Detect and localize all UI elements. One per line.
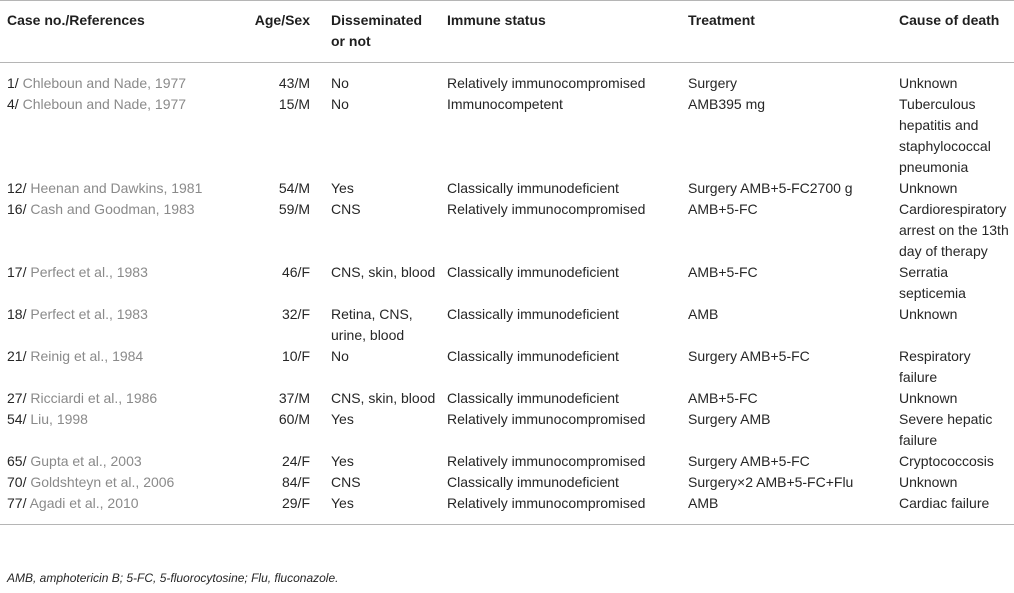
cell-age-sex: 43/M <box>278 75 310 91</box>
cell-age-sex: 54/M <box>278 180 310 196</box>
table-row <box>0 409 1014 451</box>
cell-immune-status: Classically immunodeficient <box>447 474 619 490</box>
cell-immune-status: Classically immunodeficient <box>447 390 619 406</box>
cell-cause-of-death: Tuberculous hepatitis and staphylococcal pneumonia <box>899 96 991 175</box>
cell-case-reference <box>0 94 238 178</box>
case-number: 4/ <box>7 96 19 112</box>
cell-age-sex: 37/M <box>278 390 310 406</box>
cell-treatment: AMB+5-FC <box>688 390 758 406</box>
cell-immune-status: Relatively immunocompromised <box>447 201 646 217</box>
cell-immune-status: Classically immunodeficient <box>447 264 619 280</box>
header-row <box>0 1 1014 63</box>
cell-treatment: Surgery AMB+5-FC <box>688 453 810 469</box>
table-row <box>0 178 1014 199</box>
table-header <box>0 1 1014 63</box>
reference-link[interactable]: Heenan and Dawkins, 1981 <box>30 180 203 196</box>
case-number: 65/ <box>7 453 27 469</box>
cell-treatment: AMB <box>688 495 719 511</box>
cell-cause-of-death: Unknown <box>899 75 958 91</box>
cell-age-sex: 10/F <box>281 348 310 364</box>
cell-immune-status: Classically immunodeficient <box>447 348 619 364</box>
cell-disseminated: CNS <box>331 201 361 217</box>
header-case: Case no./References <box>7 12 145 28</box>
reference-link[interactable]: Agadi et al., 2010 <box>29 495 139 511</box>
cell-treatment: AMB+5-FC <box>688 264 758 280</box>
cell-age-sex: 46/F <box>281 264 310 280</box>
cell-case-reference <box>0 63 238 95</box>
cell-disseminated: Yes <box>331 411 354 427</box>
cell-treatment: Surgery AMB <box>688 411 771 427</box>
cell-disseminated: CNS, skin, blood <box>331 390 436 406</box>
cell-cause-of-death: Unknown <box>899 306 958 322</box>
reference-link[interactable]: Chleboun and Nade, 1977 <box>22 75 187 91</box>
table-row <box>0 346 1014 388</box>
cell-treatment: AMB <box>688 306 719 322</box>
cell-disseminated: No <box>331 348 349 364</box>
table-row <box>0 388 1014 409</box>
reference-link[interactable]: Liu, 1998 <box>30 411 88 427</box>
cell-cause-of-death: Unknown <box>899 474 958 490</box>
table-row <box>0 63 1014 95</box>
table-body <box>0 63 1014 525</box>
cell-age-sex: 84/F <box>281 474 310 490</box>
reference-link[interactable]: Perfect et al., 1983 <box>30 264 148 280</box>
case-number: 27/ <box>7 390 27 406</box>
reference-link[interactable]: Chleboun and Nade, 1977 <box>22 96 187 112</box>
cell-immune-status: Relatively immunocompromised <box>447 495 646 511</box>
header-cause-of-death: Cause of death <box>899 12 1000 28</box>
cell-cause-of-death: Respiratory failure <box>899 348 971 385</box>
table-row <box>0 451 1014 472</box>
cell-disseminated: No <box>331 96 349 112</box>
cell-cause-of-death: Cardiac failure <box>899 495 990 511</box>
cell-disseminated: CNS, skin, blood <box>331 264 436 280</box>
cell-age-sex: 60/M <box>278 411 310 427</box>
case-number: 18/ <box>7 306 27 322</box>
cell-disseminated: No <box>331 75 349 91</box>
case-number: 12/ <box>7 180 27 196</box>
cell-treatment: Surgery <box>688 75 738 91</box>
cell-age-sex: 29/F <box>281 495 310 511</box>
reference-link[interactable]: Ricciardi et al., 1986 <box>30 390 158 406</box>
cell-immune-status: Immunocompetent <box>447 96 563 112</box>
cell-disseminated: Retina, CNS, urine, blood <box>331 306 413 343</box>
header-age-sex: Age/Sex <box>254 12 310 28</box>
cell-case-reference <box>0 304 238 346</box>
case-number: 77/ <box>7 495 27 511</box>
header-immune-status: Immune status <box>447 12 546 28</box>
cell-case-reference <box>0 409 238 451</box>
cell-age-sex: 24/F <box>281 453 310 469</box>
reference-link[interactable]: Cash and Goodman, 1983 <box>30 201 195 217</box>
table-row <box>0 472 1014 493</box>
cell-case-reference <box>0 262 238 304</box>
cell-disseminated: Yes <box>331 495 354 511</box>
cell-case-reference <box>0 199 238 262</box>
case-number: 16/ <box>7 201 27 217</box>
cell-disseminated: Yes <box>331 180 354 196</box>
reference-link[interactable]: Goldshteyn et al., 2006 <box>30 474 175 490</box>
header-disseminated: Disseminated or not <box>331 12 423 49</box>
cell-age-sex: 32/F <box>281 306 310 322</box>
table-footnote: AMB, amphotericin B; 5-FC, 5-fluorocytosine; Flu, fluconazole. <box>7 571 339 585</box>
cell-immune-status: Classically immunodeficient <box>447 180 619 196</box>
cell-cause-of-death: Cardiorespiratory arrest on the 13th day of therapy <box>899 201 1009 259</box>
case-number: 17/ <box>7 264 27 280</box>
case-number: 70/ <box>7 474 27 490</box>
reference-link[interactable]: Gupta et al., 2003 <box>30 453 142 469</box>
cell-case-reference <box>0 346 238 388</box>
table-row <box>0 262 1014 304</box>
cell-case-reference <box>0 493 238 525</box>
cell-treatment: Surgery AMB+5-FC2700 g <box>688 180 853 196</box>
cell-case-reference <box>0 388 238 409</box>
cell-cause-of-death: Unknown <box>899 390 958 406</box>
cell-case-reference <box>0 451 238 472</box>
case-number: 1/ <box>7 75 19 91</box>
cell-immune-status: Classically immunodeficient <box>447 306 619 322</box>
cell-disseminated: Yes <box>331 453 354 469</box>
cell-age-sex: 15/M <box>278 96 310 112</box>
table-row <box>0 94 1014 178</box>
reference-link[interactable]: Reinig et al., 1984 <box>30 348 144 364</box>
table-row <box>0 304 1014 346</box>
cell-case-reference <box>0 178 238 199</box>
cell-treatment: Surgery AMB+5-FC <box>688 348 810 364</box>
table-row <box>0 199 1014 262</box>
cell-treatment: Surgery×2 AMB+5-FC+Flu <box>688 474 854 490</box>
cell-case-reference <box>0 472 238 493</box>
cell-immune-status: Relatively immunocompromised <box>447 411 646 427</box>
reference-link[interactable]: Perfect et al., 1983 <box>30 306 148 322</box>
cell-cause-of-death: Cryptococcosis <box>899 453 994 469</box>
cell-treatment: AMB395 mg <box>688 96 766 112</box>
cell-age-sex: 59/M <box>278 201 310 217</box>
cell-cause-of-death: Serratia septicemia <box>899 264 966 301</box>
case-number: 54/ <box>7 411 27 427</box>
cell-disseminated: CNS <box>331 474 361 490</box>
header-treatment: Treatment <box>688 12 755 28</box>
cell-cause-of-death: Severe hepatic failure <box>899 411 993 448</box>
cell-cause-of-death: Unknown <box>899 180 958 196</box>
cell-treatment: AMB+5-FC <box>688 201 758 217</box>
case-number: 21/ <box>7 348 27 364</box>
cell-immune-status: Relatively immunocompromised <box>447 453 646 469</box>
table-row <box>0 493 1014 525</box>
cell-immune-status: Relatively immunocompromised <box>447 75 646 91</box>
